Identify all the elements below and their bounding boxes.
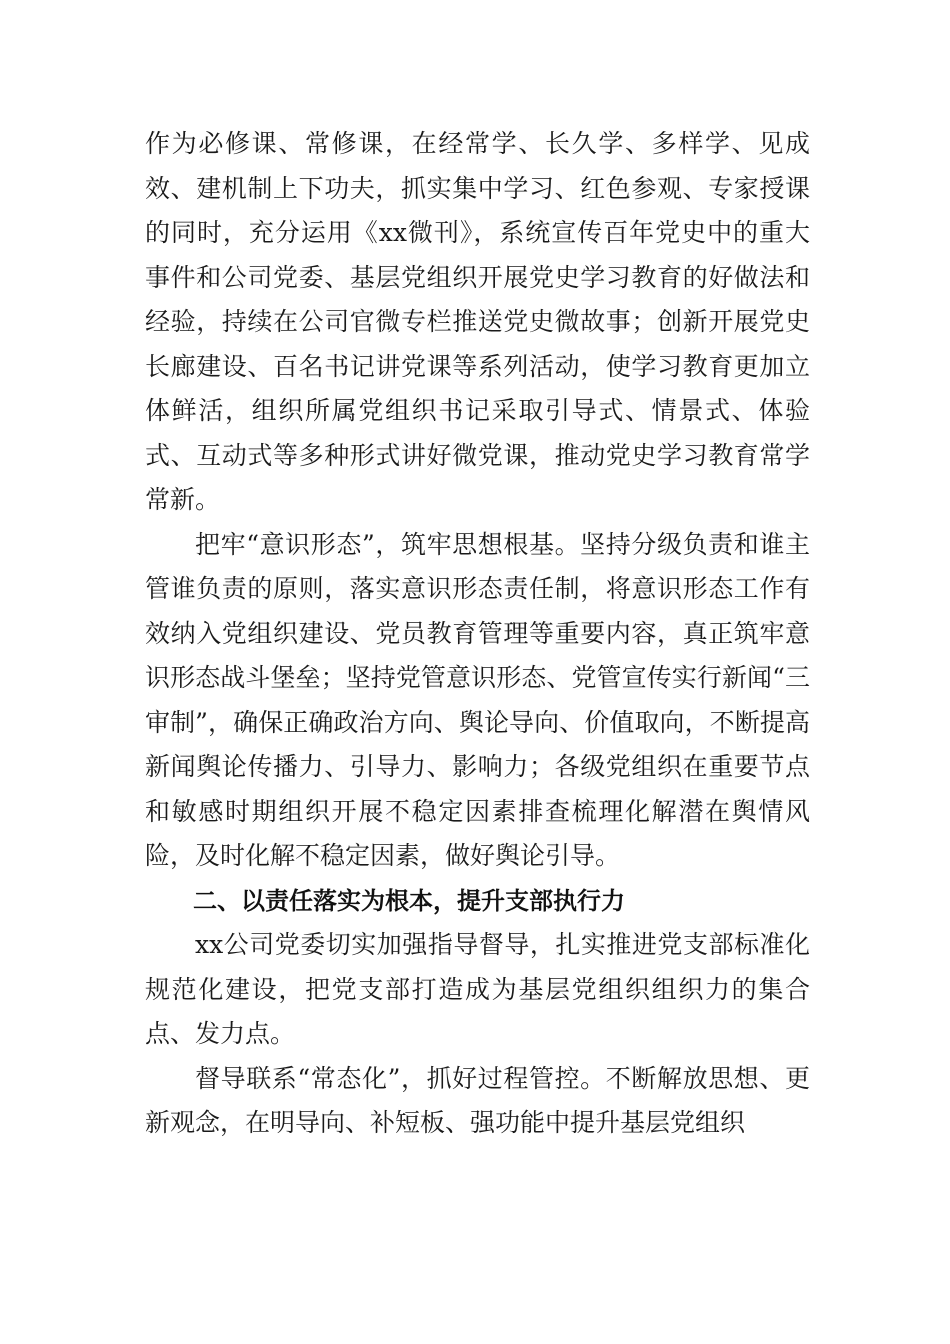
paragraph-ideology: 把牢“意识形态”，筑牢思想根基。坚持分级负责和谁主管谁负责的原则，落实意识形态责任制，将意识形态工作有效纳入党组织建设、党员教育管理等重要内容，真正筑牢意识形态战斗堡垒；坚持党管意识形态、党管宣传实行新闻“三审制”，确保正确政治方向、舆论导向、价值取向，不断提高新闻舆论传播力、引导力、影响力；各级党组织在重要节点和敏感时期组织开展不稳定因素排查梳理化解潜在舆情风险，及时化解不稳定因素，做好舆论引导。 bbox=[145, 529, 810, 870]
paragraph-branch-standardization: xx公司党委切实加强指导督导，扎实推进党支部标准化规范化建设，把党支部打造成为基层党组织组织力的集合点、发力点。 bbox=[145, 930, 810, 1048]
paragraph-supervision: 督导联系“常态化”，抓好过程管控。不断解放思想、更新观念，在明导向、补短板、强功能中提升基层党组织 bbox=[145, 1063, 810, 1137]
document-body bbox=[145, 122, 810, 1146]
paragraph-study-education: 作为必修课、常修课，在经常学、长久学、多样学、见成效、建机制上下功夫，抓实集中学习、红色参观、专家授课的同时，充分运用《xx微刊》，系统宣传百年党史中的重大事件和公司党委、基层党组织开展党史学习教育的好做法和经验，持续在公司官微专栏推送党史微故事；创新开展党史长廊建设、百名书记讲党课等系列活动，使学习教育更加立体鲜活，组织所属党组织书记采取引导式、情景式、体验式、互动式等多种形式讲好微党课，推动党史学习教育常学常新。 bbox=[145, 129, 810, 514]
section-heading: 二、以责任落实为根本，提升支部执行力 bbox=[193, 886, 625, 915]
